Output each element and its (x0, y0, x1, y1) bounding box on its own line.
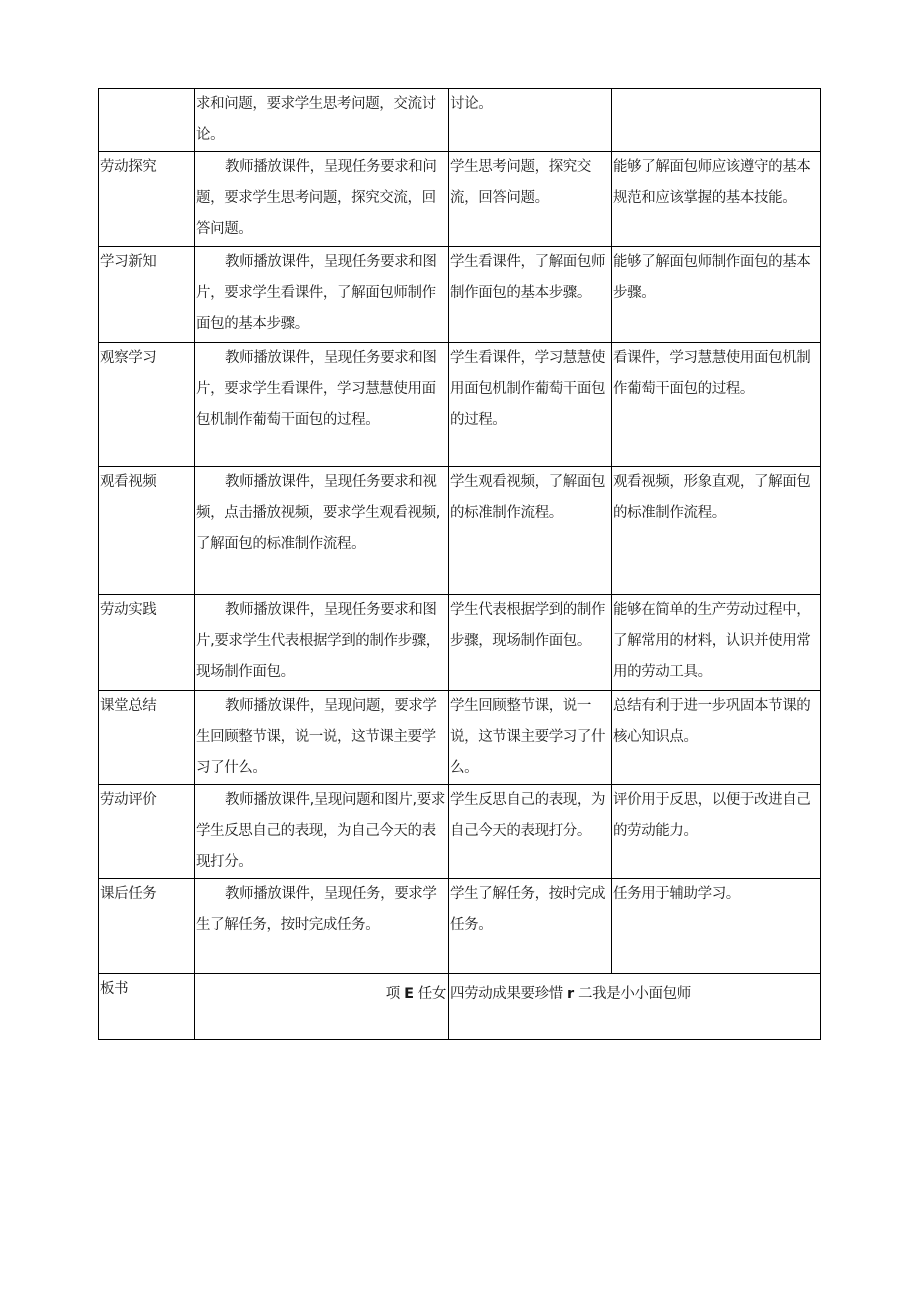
design-intent-cell: 任务用于辅助学习。 (612, 879, 821, 974)
teacher-activity-cell: 教师播放课件，呈现任务要求和视频，点击播放视频，要求学生观看视频,了解面包的标准制作流程。 (195, 467, 449, 595)
board-right-text (449, 974, 821, 1040)
student-activity-cell: 学生代表根据学到的制作步骤，现场制作面包。 (449, 595, 612, 691)
stage-cell: 劳动探究 (99, 152, 195, 247)
design-intent-cell: 能够了解面包师制作面包的基本步骤。 (612, 247, 821, 343)
stage-cell: 课堂总结 (99, 691, 195, 785)
stage-cell: 观察学习 (99, 343, 195, 467)
design-intent-cell: 评价用于反思，以便于改进自己的劳动能力。 (612, 785, 821, 879)
student-activity-cell: 学生观看视频，了解面包的标准制作流程。 (449, 467, 612, 595)
teacher-activity-cell: 教师播放课件，呈现问题，要求学生回顾整节课，说一说，这节课主要学习了什么。 (195, 691, 449, 785)
student-activity-cell: 学生回顾整节课，说一说，这节课主要学习了什么。 (449, 691, 612, 785)
teacher-activity-cell: 求和问题，要求学生思考问题，交流讨论。 (195, 89, 449, 152)
board-right-bold: r (567, 986, 574, 1002)
board-left-bold: E (404, 986, 414, 1002)
stage-cell (99, 89, 195, 152)
board-left-text (195, 974, 449, 1040)
teacher-activity-cell: 教师播放课件，呈现任务要求和图片，要求学生看课件，学习慧慧使用面包机制作葡萄干面包的过程。 (195, 343, 449, 467)
lesson-plan-table (98, 88, 821, 1040)
stage-cell: 课后任务 (99, 879, 195, 974)
student-activity-cell: 学生看课件，了解面包师制作面包的基本步骤。 (449, 247, 612, 343)
table-row (99, 467, 821, 595)
design-intent-cell: 总结有利于进一步巩固本节课的核心知识点。 (612, 691, 821, 785)
design-intent-cell (612, 89, 821, 152)
teacher-activity-cell: 教师播放课件，呈现任务要求和图片，要求学生看课件，了解面包师制作面包的基本步骤。 (195, 247, 449, 343)
board-label: 板书 (99, 974, 195, 1040)
teacher-activity-cell: 教师播放课件，呈现任务，要求学生了解任务，按时完成任务。 (195, 879, 449, 974)
table-row (99, 879, 821, 974)
teacher-activity-cell: 教师播放课件，呈现任务要求和问题，要求学生思考问题，探究交流，回答问题。 (195, 152, 449, 247)
board-left-prefix: 项 (385, 986, 400, 1002)
stage-cell: 观看视频 (99, 467, 195, 595)
design-intent-cell: 能够在简单的生产劳动过程中，了解常用的材料，认识并使用常用的劳动工具。 (612, 595, 821, 691)
design-intent-cell: 看课件，学习慧慧使用面包机制作葡萄干面包的过程。 (612, 343, 821, 467)
board-row (99, 974, 821, 1040)
student-activity-cell: 学生了解任务，按时完成任务。 (449, 879, 612, 974)
table-row (99, 595, 821, 691)
teacher-activity-cell: 教师播放课件，呈现任务要求和图片,要求学生代表根据学到的制作步骤，现场制作面包。 (195, 595, 449, 691)
table-row (99, 247, 821, 343)
student-activity-cell: 学生看课件，学习慧慧使用面包机制作葡萄干面包的过程。 (449, 343, 612, 467)
table-row (99, 343, 821, 467)
stage-cell: 劳动实践 (99, 595, 195, 691)
table-row (99, 89, 821, 152)
table-row (99, 691, 821, 785)
board-left-suffix: 任女 (417, 986, 446, 1002)
board-right-part2: 二我是小小面包师 (578, 986, 691, 1002)
design-intent-cell: 能够了解面包师应该遵守的基本规范和应该掌握的基本技能。 (612, 152, 821, 247)
stage-cell: 学习新知 (99, 247, 195, 343)
student-activity-cell: 学生反思自己的表现，为自己今天的表现打分。 (449, 785, 612, 879)
teacher-activity-cell: 教师播放课件,呈现问题和图片,要求学生反思自己的表现，为自己今天的表现打分。 (195, 785, 449, 879)
table-row (99, 785, 821, 879)
student-activity-cell: 学生思考问题，探究交流，回答问题。 (449, 152, 612, 247)
table-row (99, 152, 821, 247)
student-activity-cell: 讨论。 (449, 89, 612, 152)
design-intent-cell: 观看视频，形象直观，了解面包的标准制作流程。 (612, 467, 821, 595)
stage-cell: 劳动评价 (99, 785, 195, 879)
board-right-part1: 四劳动成果要珍惜 (450, 986, 563, 1002)
